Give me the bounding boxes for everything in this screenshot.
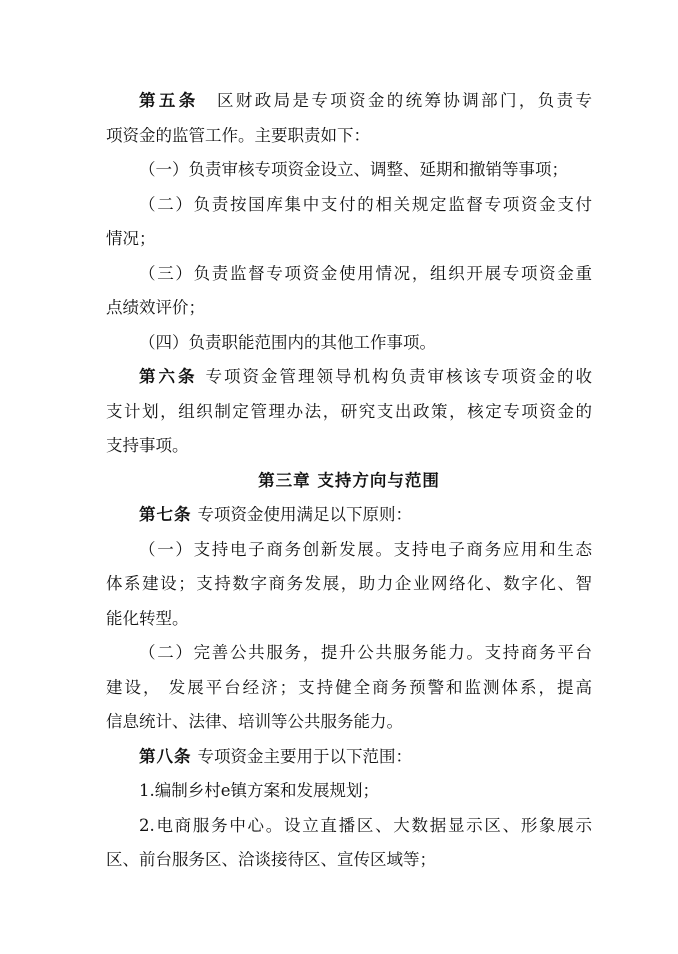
article-8-item-2-line-2: 区、前台服务区、洽谈接待区、宣传区域等； [106,850,436,869]
article-5-line-2: 项资金的监管工作。主要职责如下： [106,125,370,145]
article-6-label: 第六条 [139,367,198,386]
article-5-item-4: （四）负责职能范围内的其他工作事项。 [139,332,436,352]
article-7-label: 第七条 [139,505,192,524]
article-5-item-2-line-2: 情况； [106,229,156,248]
article-7-item-2-line-3: 信息统计、法律、培训等公共服务能力。 [106,712,403,731]
article-5-line-1 [106,84,592,119]
article-5-text-1: 区财政局是专项资金的统筹协调部门，负责专 [214,91,593,110]
article-8-item-2-line-1: 2.电商服务中心。设立直播区、大数据显示区、形象展示 [139,815,592,835]
article-7-item-2-line-1: （二）完善公共服务，提升公共服务能力。支持商务平台 [139,643,592,662]
article-5-item-3-line-1: （三）负责监督专项资金使用情况，组织开展专项资金重 [139,263,592,283]
article-6-line-3: 支持事项。 [106,436,189,455]
article-7-item-1-line-2: 体系建设；支持数字商务发展，助力企业网络化、数字化、智 [106,574,592,593]
article-8-label: 第八条 [139,746,192,766]
article-8-text-1: 专项资金主要用于以下范围： [197,746,412,766]
article-6-text-1: 专项资金管理领导机构负责审核该专项资金的收 [203,367,592,386]
article-7-line-1 [106,498,592,533]
article-5-item-2-line-1: （二）负责按国库集中支付的相关规定监督专项资金支付 [139,194,592,214]
article-7-item-1-line-3: 能化转型。 [106,608,189,628]
document-body [106,84,592,878]
article-8-item-1: 1.编制乡村e镇方案和发展规划； [139,781,380,800]
article-6-line-2: 支计划，组织制定管理办法，研究支出政策，核定专项资金的 [106,401,592,421]
article-7-item-1-line-1: （一）支持电子商务创新发展。支持电子商务应用和生态 [139,539,592,559]
article-5-item-1: （一）负责审核专项资金设立、调整、延期和撤销等事项； [139,160,568,179]
article-7-text-1: 专项资金使用满足以下原则： [197,505,412,524]
article-5-item-3-line-2: 点绩效评价； [106,298,205,317]
chapter-heading: 第三章 支持方向与范围 [258,470,440,490]
article-6-line-1 [106,360,592,395]
article-5-label: 第五条 [139,91,199,110]
article-8-line-1 [106,740,592,775]
article-7-item-2-line-2: 建设， 发展平台经济；支持健全商务预警和监测体系，提高 [106,677,592,697]
